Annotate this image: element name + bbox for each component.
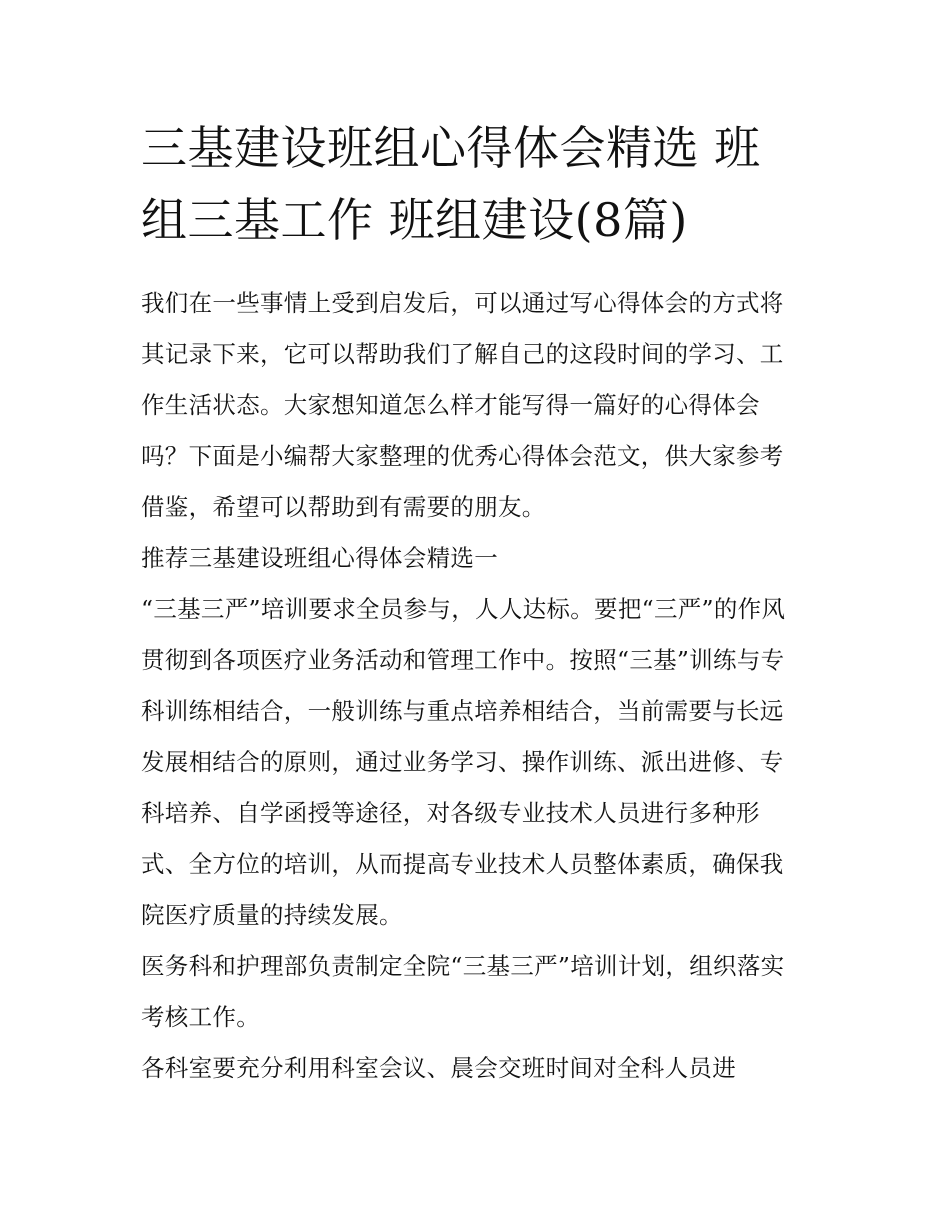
intro-paragraph: 我们在一些事情上受到启发后，可以通过写心得体会的方式将 其记录下来，它可以帮助我们了解自己的这段时间的学习、工 作生活状态。大家想知道怎么样才能写得一篇好的心得体会 吗？下面是小编帮大家整理的优秀心得体会范文，供大家参考 借鉴，希望可以帮助到有需要的朋友。 — [141, 289, 784, 521]
document-title: 三基建设班组心得体会精选 班 组三基工作 班组建设(8篇) — [141, 121, 761, 247]
document-body — [141, 112, 813, 1094]
body-paragraph-departments: 各科室要充分利用科室会议、晨会交班时间对全科人员进 — [141, 1054, 736, 1082]
body-paragraph-training: “三基三严”培训要求全员参与，人人达标。要把“三严”的作风 贯彻到各项医疗业务活动和管理工作中。按照“三基”训练与专 科训练相结合，一般训练与重点培养相结合，当前需要与长远 发展相结合的原则，通过业务学习、操作训练、派出进修、专 科培养、自学函授等途径，对各级专业技术人员进行多种形 式、全方位的培训，从而提高专业技术人员整体素质，确保我 院医疗质量的持续发展。 — [141, 595, 786, 929]
section-heading: 推荐三基建设班组心得体会精选一 — [141, 544, 498, 572]
body-paragraph-responsibility: 医务科和护理部负责制定全院“三基三严”培训计划，组织落实 考核工作。 — [141, 952, 785, 1031]
